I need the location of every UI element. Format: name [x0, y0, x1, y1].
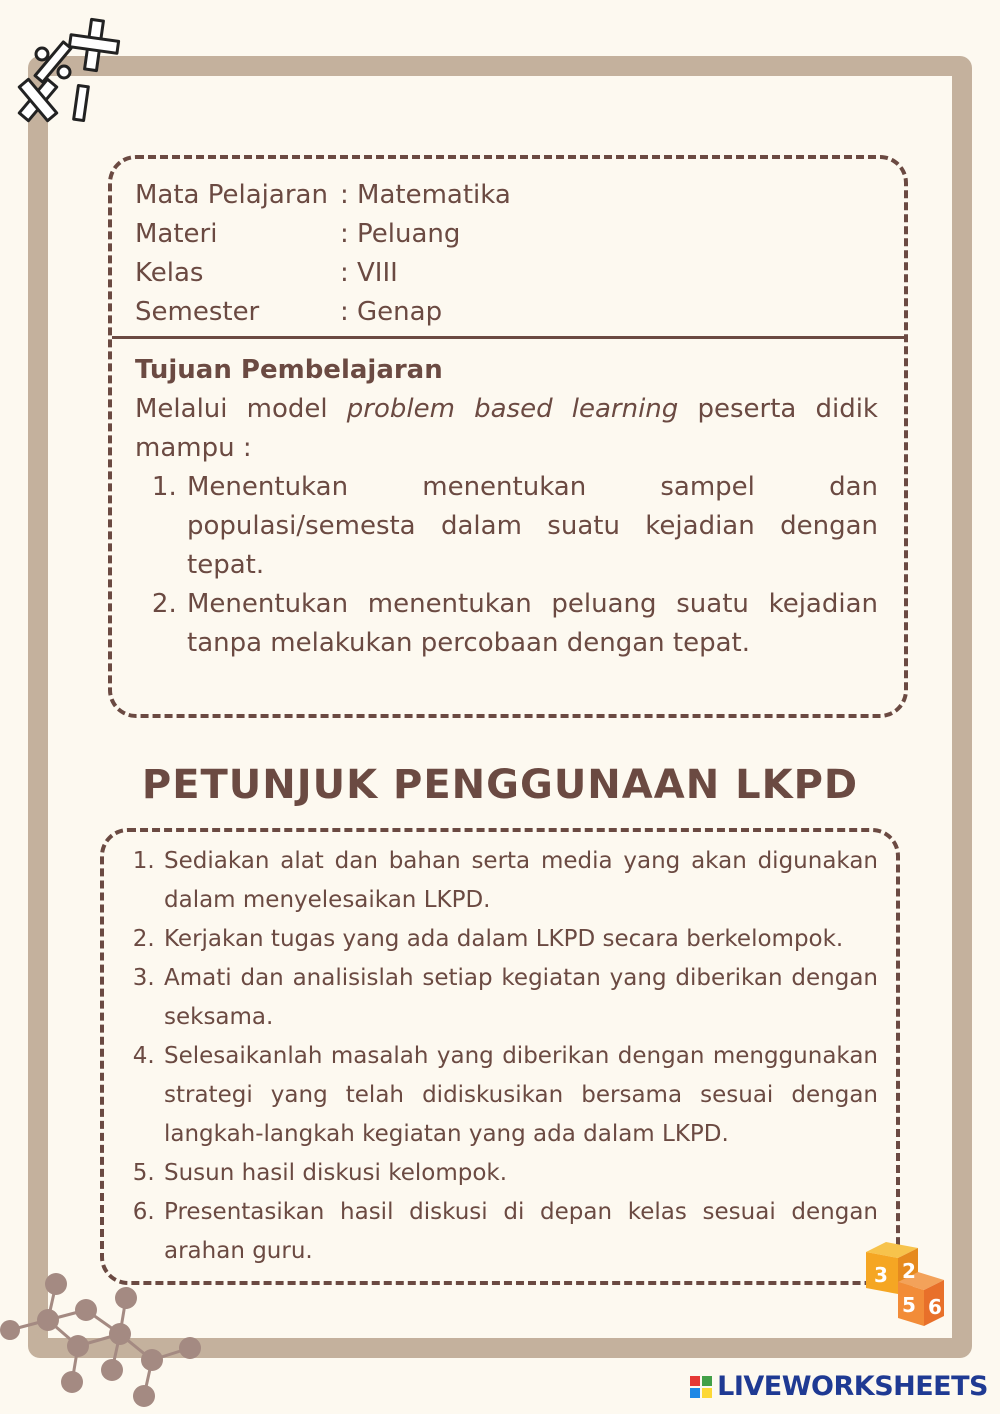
liveworksheets-logo-icon [689, 1375, 713, 1399]
info-row-material [135, 215, 511, 254]
info-row-class [135, 254, 511, 293]
instructions-box [100, 828, 900, 1285]
svg-text:2: 2 [902, 1259, 916, 1283]
molecule-icon [0, 1268, 220, 1414]
info-value: : Peluang [340, 219, 461, 249]
lesson-info [135, 176, 511, 332]
svg-text:3: 3 [874, 1263, 888, 1287]
info-label: Mata Pelajaran [135, 180, 328, 210]
info-value: : Matematika [340, 180, 511, 210]
info-row-semester [135, 293, 511, 332]
list-item: 6. Presentasikan hasil diskusi di depan kelas sesuai dengan arahan guru. [162, 1193, 878, 1271]
list-item: 4. Selesaikanlah masalah yang diberikan dengan menggunakan strategi yang telah didiskusikan bersama sesuai dengan langkah-langkah kegiatan yang ada dalam LKPD. [162, 1037, 878, 1154]
info-label: Materi [135, 219, 218, 249]
list-item: 1. Menentukan menentukan sampel dan populasi/semesta dalam suatu kejadian dengan tepat. [185, 468, 878, 585]
learning-objectives [135, 351, 878, 663]
info-label: Kelas [135, 258, 204, 288]
list-item: 1. Sediakan alat dan bahan serta media yang akan digunakan dalam menyelesaikan LKPD. [162, 842, 878, 920]
info-value: : Genap [340, 297, 443, 327]
section-title: PETUNJUK PENGGUNAAN LKPD [141, 762, 859, 808]
info-value: : VIII [340, 258, 398, 288]
intro-model: problem based learning [346, 394, 679, 424]
dice-icon [862, 1238, 948, 1330]
intro-text: Melalui model [135, 394, 347, 424]
instructions-list [134, 842, 878, 1271]
objectives-intro [135, 390, 878, 468]
intro-text: peserta didik mampu : [135, 394, 878, 463]
svg-text:6: 6 [928, 1295, 942, 1319]
list-item: 5. Susun hasil diskusi kelompok. [162, 1154, 878, 1193]
watermark-text: LIVEWORKSHEETS [717, 1371, 988, 1402]
math-symbols-icon [12, 14, 122, 124]
objectives-title: Tujuan Pembelajaran [135, 355, 443, 385]
info-label: Semester [135, 297, 260, 327]
watermark [689, 1371, 988, 1402]
divider [112, 336, 904, 339]
list-item: 3. Amati dan analisislah setiap kegiatan yang diberikan dengan seksama. [162, 959, 878, 1037]
list-item: 2. Kerjakan tugas yang ada dalam LKPD secara berkelompok. [162, 920, 878, 959]
lesson-info-box [108, 155, 908, 718]
objectives-list [135, 468, 878, 663]
svg-text:5: 5 [902, 1293, 916, 1317]
list-item: 2. Menentukan menentukan peluang suatu kejadian tanpa melakukan percobaan dengan tepat. [185, 585, 878, 663]
info-row-subject [135, 176, 511, 215]
